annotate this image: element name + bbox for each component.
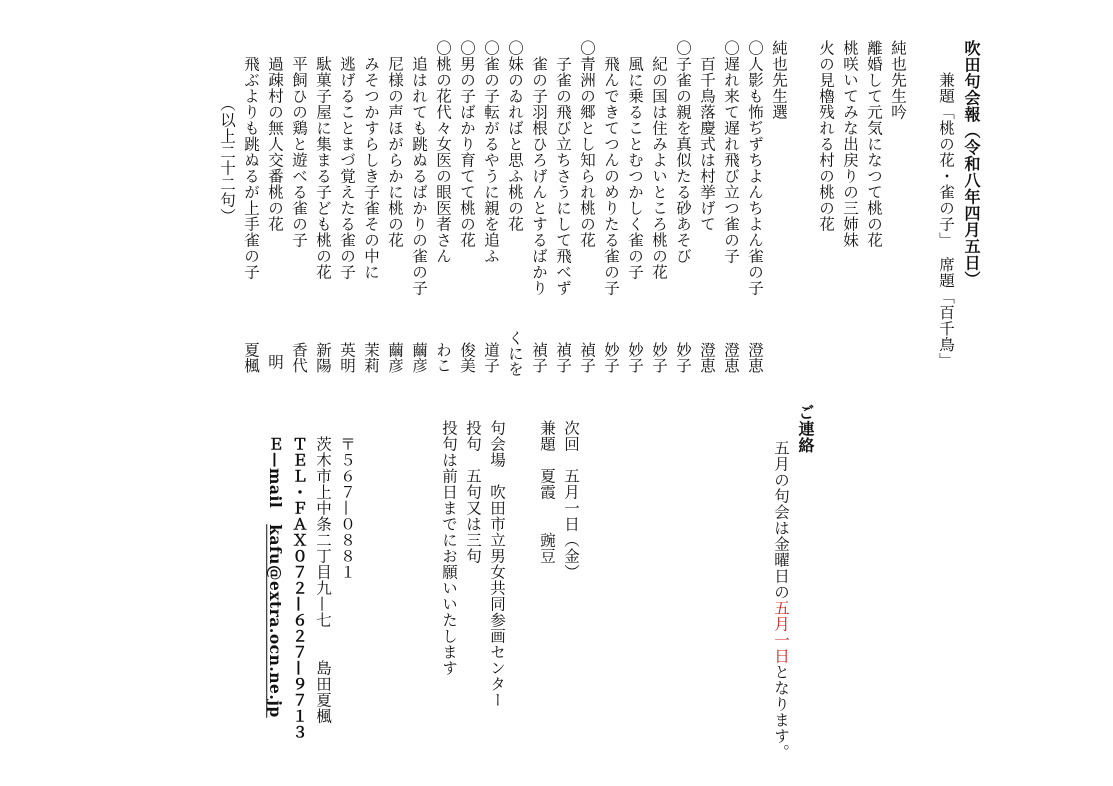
notice-post: となります。 bbox=[772, 664, 790, 760]
contact-heading: ご連絡 bbox=[796, 404, 815, 454]
poem-text: 雀の子羽根ひろげんとするばかり bbox=[530, 56, 548, 296]
poem-text: 追はれても跳ぬるばかりの雀の子 bbox=[410, 56, 428, 296]
poem-text: 飛ぶよりも跳ぬるが上手雀の子 bbox=[242, 56, 260, 280]
deadline: 投句は前日までにお願いいたします bbox=[440, 420, 458, 676]
poem-author: 禎子 bbox=[554, 342, 572, 373]
gin-poem: 桃咲いてみな出戻りの三姉妹 bbox=[841, 40, 859, 248]
email-link[interactable]: kafu@extra.ocn.ne.jp bbox=[266, 524, 285, 718]
poem-author: 妙子 bbox=[602, 342, 620, 373]
poem-author: 夏楓 bbox=[242, 342, 260, 373]
poem-author: 妙子 bbox=[650, 342, 668, 373]
poem-text: 駄菓子屋に集まる子ども桃の花 bbox=[314, 56, 332, 280]
poem-text: 〇妹のゐればと思ふ桃の花 bbox=[506, 40, 524, 232]
poem-text: 百千鳥落慶式は村挙げて bbox=[698, 56, 716, 232]
poem-text: 〇遅れ来て遅れ飛び立つ雀の子 bbox=[722, 40, 740, 264]
poem-author: 俊美 bbox=[458, 342, 476, 373]
report-title: 吹田句会報（令和八年四月五日） bbox=[962, 40, 981, 288]
poem-text: 〇桃の花代々女医の眼医者さん bbox=[434, 40, 452, 264]
poem-text: 逃げることまづ覚えたる雀の子 bbox=[338, 56, 356, 280]
poem-author: 妙子 bbox=[674, 342, 692, 373]
poem-author: 禎子 bbox=[578, 342, 596, 373]
poem-text: 風に乗ることむつかしく雀の子 bbox=[626, 56, 644, 280]
poem-text: 尼様の声ほがらかに桃の花 bbox=[386, 56, 404, 248]
poem-text: みそつかすらしき子雀その中に bbox=[362, 56, 380, 280]
postal-code: 〒５６７—０８８１ bbox=[338, 436, 356, 580]
poem-text: 紀の国は住みよいところ桃の花 bbox=[650, 56, 668, 280]
poem-text: 〇子雀の親を真似たる砂あそび bbox=[674, 40, 692, 264]
poem-author: くにを bbox=[506, 330, 524, 377]
poem-text: 〇雀の子転がるやうに親を追ふ bbox=[482, 40, 500, 264]
poem-author: 禎子 bbox=[530, 342, 548, 373]
address: 茨木市上中条二丁目九—七 島田夏楓 bbox=[314, 436, 332, 724]
tel-fax: ＴＥＬ・ＦＡＸ０７２—６２７—９７１３ bbox=[290, 436, 309, 740]
poem-author: 新陽 bbox=[314, 342, 332, 373]
notice-date: 五月一日 bbox=[772, 600, 790, 664]
poem-text: 子雀の飛び立ちさうにして飛べず bbox=[554, 56, 572, 296]
poem-author: わこ bbox=[434, 342, 452, 373]
gin-poem: 離婚して元気になつて桃の花 bbox=[865, 40, 883, 248]
email-line bbox=[263, 436, 287, 718]
next-kendai: 兼題 夏霞 豌豆 bbox=[538, 420, 556, 564]
poem-author: 繭彦 bbox=[410, 342, 428, 373]
poem-author: 澄恵 bbox=[722, 342, 740, 373]
poem-text: 過疎村の無人交番桃の花 bbox=[266, 56, 284, 232]
junya-sen-heading: 純也先生選 bbox=[770, 40, 788, 120]
poem-author: 澄恵 bbox=[746, 342, 764, 373]
poem-author: 澄恵 bbox=[698, 342, 716, 373]
poem-author: 道子 bbox=[482, 342, 500, 373]
next-meeting: 次回 五月一日（金） bbox=[562, 420, 580, 580]
poem-total: （以上二十二句） bbox=[218, 96, 236, 224]
poem-text: 飛んできてつんのめりたる雀の子 bbox=[602, 56, 620, 296]
poem-author: 英明 bbox=[338, 342, 356, 373]
email-label: Ｅ—mail bbox=[266, 436, 285, 509]
poem-text: 〇人影も怖ぢずちよんちよん雀の子 bbox=[746, 40, 764, 296]
venue: 句会場 吹田市立男女共同参画センター bbox=[488, 420, 506, 708]
toku-count: 投句 五句又は三句 bbox=[464, 420, 482, 564]
contact-notice bbox=[769, 440, 793, 760]
junya-gin-heading: 純也先生吟 bbox=[889, 40, 907, 120]
poem-author: 茉莉 bbox=[362, 342, 380, 373]
report-subtitle: 兼題「桃の花・雀の子」 席題「百千鳥」 bbox=[937, 72, 955, 369]
poem-text: 平飼ひの鶏と遊べる雀の子 bbox=[290, 56, 308, 248]
gin-poem: 火の見櫓残れる村の桃の花 bbox=[817, 40, 835, 232]
poem-author: 繭彦 bbox=[386, 342, 404, 373]
poem-text: 〇男の子ばかり育てて桃の花 bbox=[458, 40, 476, 248]
poem-author: 香代 bbox=[290, 342, 308, 373]
poem-text: 〇青洲の郷とし知られ桃の花 bbox=[578, 40, 596, 248]
poem-author: 明 bbox=[266, 354, 284, 370]
notice-pre: 五月の句会は金曜日の bbox=[772, 440, 790, 600]
poem-author: 妙子 bbox=[626, 342, 644, 373]
